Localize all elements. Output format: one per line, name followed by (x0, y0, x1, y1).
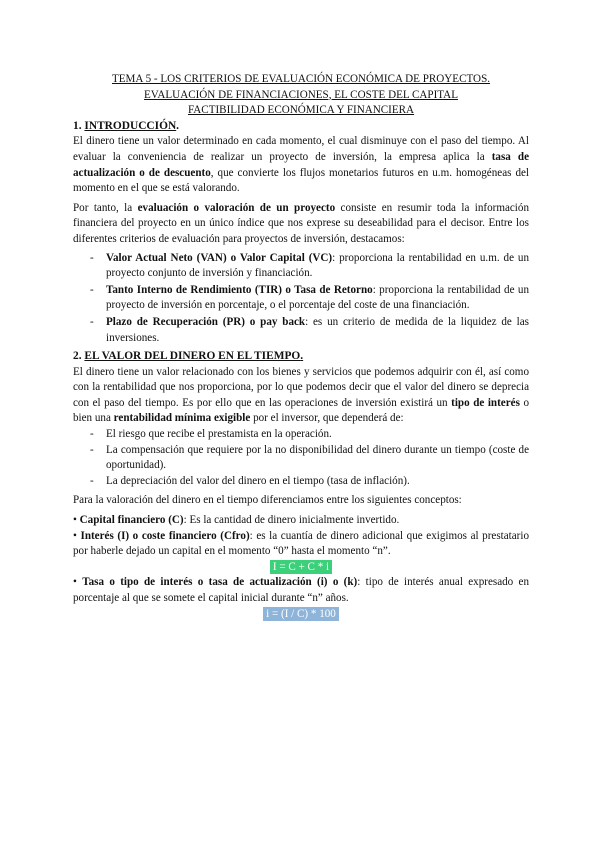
list-item: - La depreciación del valor del dinero en el tiempo (tasa de inflación). (73, 474, 529, 490)
section-1-paragraph-2: Por tanto, la evaluación o valoración de un proyecto consiste en resumir toda la información financiera del proyecto en un único índice que nos exprese su deseabilidad para el decisor. Entre los diferentes criterios de evaluación para proyectos de inversión, destacamos: (73, 201, 529, 245)
concept-capital: • Capital financiero (C): Es la cantidad de dinero inicialmente invertido. (73, 514, 400, 527)
document-page (73, 72, 529, 622)
list-item: - Plazo de Recuperación (PR) o pay back: es un criterio de medida de la liquidez de las inversiones. (73, 315, 529, 346)
formula-tasa: i = (I / C) * 100 (73, 607, 529, 623)
criteria-list (73, 251, 529, 347)
section-1-heading: 1. INTRODUCCIÓN. (73, 119, 180, 132)
list-item: - La compensación que requiere por la no disponibilidad del dinero durante un tiempo (coste de oportunidad). (73, 443, 529, 474)
title-line-2: EVALUACIÓN DE FINANCIACIONES, EL COSTE DEL CAPITAL (144, 88, 458, 101)
concept-tasa: • Tasa o tipo de interés o tasa de actualización (i) o (k): tipo de interés anual expresado en porcentaje al que se somete el capital inicial durante “n” años. (73, 576, 530, 604)
list-item: - Tanto Interno de Rendimiento (TIR) o Tasa de Retorno: proporciona la rentabilidad de un proyecto de inversión en porcentaje, o el porcentaje del coste de una financiación. (73, 283, 529, 314)
title-line-3: FACTIBILIDAD ECONÓMICA Y FINANCIERA (187, 104, 415, 117)
section-2-heading: 2. EL VALOR DEL DINERO EN EL TIEMPO. (73, 350, 304, 363)
list-item: - Valor Actual Neto (VAN) o Valor Capital (VC): proporciona la rentabilidad en u.m. de un proyecto conjunto de inversión y financiación. (73, 251, 529, 282)
section-2-title: EL VALOR DEL DINERO EN EL TIEMPO (84, 350, 301, 363)
section-2-paragraph-2: Para la valoración del dinero en el tiempo diferenciamos entre los siguientes conceptos: (73, 494, 462, 507)
section-1-title: INTRODUCCIÓN (84, 119, 177, 132)
title-line-1: TEMA 5 - LOS CRITERIOS DE EVALUACIÓN ECONÓMICA DE PROYECTOS. (111, 73, 491, 85)
section-2-paragraph-1: El dinero tiene un valor relacionado con los bienes y servicios que podemos adquirir con él, así como con la rentabilidad que nos proporciona, por lo que podemos decir que el valor del dinero se deprecia con el paso del tiempo. Es por ello que en las operaciones de inversión existirá un tipo de interés o bien una rentabilidad mínima exigible por el inversor, que dependerá de: (73, 365, 529, 425)
dependency-list (73, 427, 529, 489)
list-item: - El riesgo que recibe el prestamista en la operación. (73, 427, 529, 443)
concept-interes: • Interés (I) o coste financiero (Cfro): es la cuantía de dinero adicional que exigimos al prestatario por haberle dejado un capital en el momento “0” hasta el momento “n”. (73, 529, 529, 558)
document-title (73, 72, 529, 119)
section-1-paragraph-1: El dinero tiene un valor determinado en cada momento, el cual disminuye con el paso del tiempo. Al evaluar la conveniencia de realizar un proyecto de inversión, la empresa aplica la tasa de actualización o de descuento, que convierte los flujos monetarios futuros en u.m. homogéneas del momento en el que se está valorando. (73, 135, 530, 195)
formula-interes: I = C + C * i (73, 560, 529, 576)
